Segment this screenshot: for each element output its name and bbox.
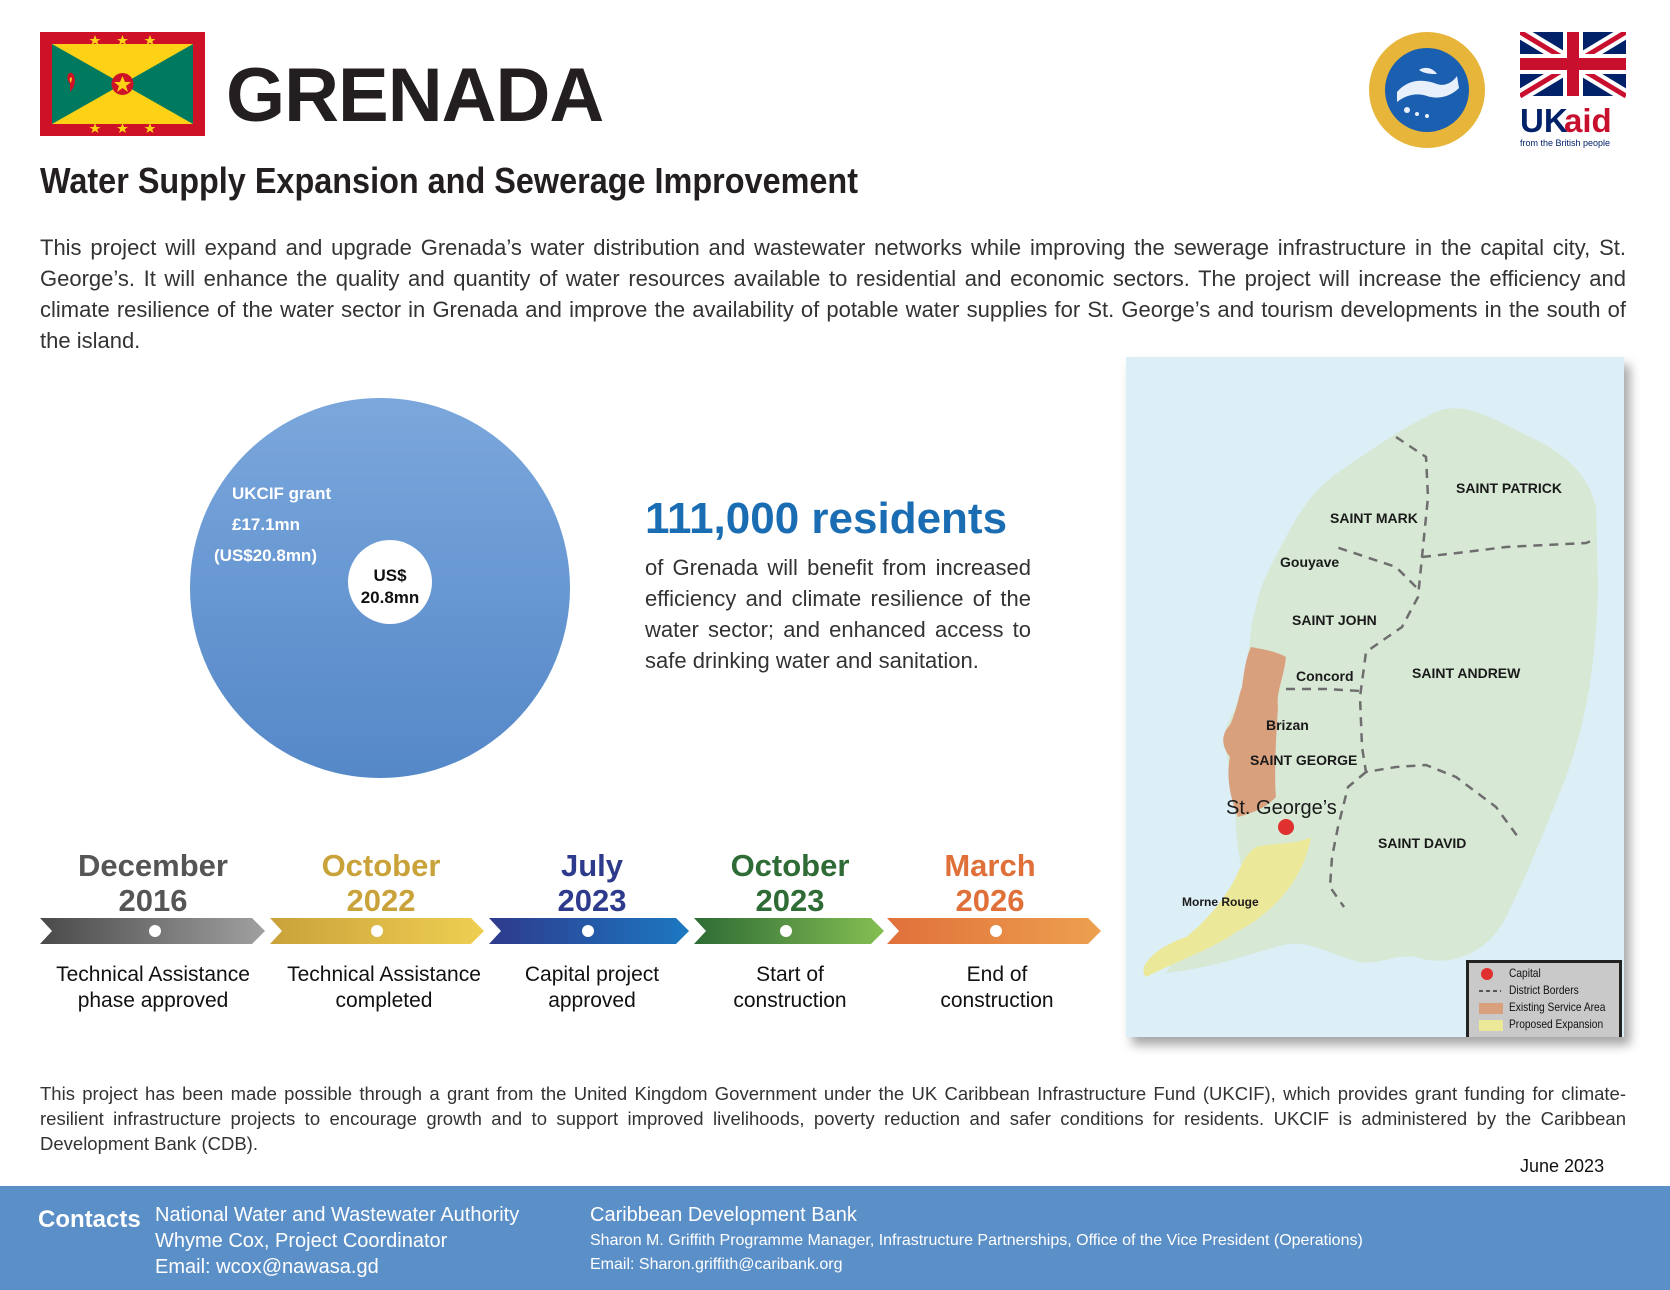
legend-capital-swatch-icon (1479, 966, 1503, 982)
timeline-date-5 (870, 848, 1110, 918)
funding-note: This project has been made possible through a grant from the United Kingdom Government under the UK Caribbean Infrastructure Fund (UKCIF), which provides grant funding for climate-resilient infrastructure projects to encourage growth and to support improved livelihoods, poverty reduction and safer conditions for residents. UKCIF is administered by the Caribbean Development Bank (CDB). (40, 1083, 1626, 1154)
map-label-morne-rouge: Morne Rouge (1182, 895, 1259, 909)
timeline-date-4-month: October (730, 848, 850, 883)
pie-grant-gbp: £17.1mn (232, 515, 301, 534)
project-title: Water Supply Expansion and Sewerage Improvement (40, 160, 859, 201)
timeline-dot-4 (780, 925, 792, 937)
grenada-map (1126, 357, 1624, 1037)
timeline-date-2-month: October (321, 848, 441, 883)
timeline-date-2-year: 2022 (346, 883, 416, 918)
project-description: This project will expand and upgrade Grenada’s water distribution and wastewater networks while improving the sewerage infrastructure in the capital city, St. George’s. It will enhance the quality and quantity of water resources available to residential and economic sectors. The project will increase the efficiency and climate resilience of the water sector in Grenada and improve the availability of potable water supplies for St. George’s and tourism developments in the south of the island. (40, 235, 1626, 353)
timeline-date-3-year: 2023 (557, 883, 627, 918)
map-label-brizan: Brizan (1266, 717, 1309, 733)
pie-center-currency: US$ (373, 566, 407, 585)
nawasa-email-link[interactable]: Email: wcox@nawasa.gd (155, 1256, 379, 1278)
timeline-date-5-month: March (944, 848, 1036, 883)
legend-existing-swatch-icon (1479, 1000, 1503, 1016)
map-label-concord: Concord (1296, 668, 1354, 684)
timeline-date-1-month: December (78, 848, 228, 883)
svg-text:from the British people: from the British people (1520, 138, 1611, 148)
residents-headline: 111,000 residents (645, 494, 1008, 543)
map-label-saint-andrew: SAINT ANDREW (1412, 665, 1521, 681)
timeline-date-5-year: 2026 (955, 883, 1025, 918)
residents-description: of Grenada will benefit from increased efficiency and climate resilience of the water sector; and enhanced access to safe drinking water and sanitation. (645, 555, 1031, 673)
cdb-contact-person: Sharon M. Griffith Programme Manager, Infrastructure Partnerships, Office of the Vice President (Operations) (590, 1232, 1363, 1249)
cdb-email-link[interactable]: Email: Sharon.griffith@caribank.org (590, 1256, 843, 1273)
timeline-caption-3: Capital project approved (524, 963, 660, 1012)
map-label-saint-george: SAINT GEORGE (1250, 752, 1358, 768)
timeline-dot-3 (582, 925, 594, 937)
cdb-logo-icon (1367, 30, 1487, 150)
timeline-dot-5 (990, 925, 1002, 937)
nawasa-contact-person: Whyme Cox, Project Coordinator (155, 1230, 448, 1252)
timeline-dot-2 (371, 925, 383, 937)
contacts-heading: Contacts (38, 1206, 141, 1233)
timeline-date-1-year: 2016 (118, 883, 188, 918)
timeline-date-4-year: 2023 (755, 883, 825, 918)
grenada-flag-icon (40, 32, 205, 136)
legend-proposed-swatch-icon (1479, 1017, 1503, 1033)
timeline-caption-4: Start of construction (733, 963, 847, 1012)
timeline-caption-2: Technical Assistance completed (287, 963, 481, 1012)
map-legend: Capital District Borders Existing Service Area Proposed Expansion (1466, 960, 1622, 1037)
pie-grant-label: UKCIF grant (232, 484, 332, 503)
ukaid-logo-icon (1520, 32, 1626, 150)
cdb-organization: Caribbean Development Bank (590, 1204, 857, 1226)
map-label-capital: St. George’s (1226, 797, 1337, 819)
map-label-saint-john: SAINT JOHN (1292, 612, 1377, 628)
map-label-saint-david: SAINT DAVID (1378, 835, 1467, 851)
timeline-date-1 (33, 848, 273, 918)
country-title: GRENADA (226, 53, 604, 138)
timeline-dot-1 (149, 925, 161, 937)
pie-grant-usd: (US$20.8mn) (214, 546, 317, 565)
pie-center-amount: 20.8mn (360, 588, 420, 607)
svg-text:aid: aid (1564, 102, 1612, 139)
timeline-date-2 (261, 848, 501, 918)
timeline-caption-5: End of construction (940, 963, 1054, 1012)
contacts-bar (0, 1186, 1670, 1290)
map-illustration (1126, 357, 1624, 1037)
map-label-saint-mark: SAINT MARK (1330, 510, 1418, 526)
capital-marker (1278, 819, 1294, 835)
svg-text:UK: UK (1520, 102, 1568, 139)
map-label-gouyave: Gouyave (1280, 554, 1340, 570)
timeline-date-3-month: July (560, 848, 624, 883)
timeline-caption-1: Technical Assistance phase approved (56, 963, 250, 1012)
publication-date: June 2023 (1520, 1156, 1605, 1176)
map-label-saint-patrick: SAINT PATRICK (1456, 480, 1563, 496)
nawasa-organization: National Water and Wastewater Authority (155, 1204, 520, 1226)
legend-border-swatch-icon (1479, 983, 1503, 999)
